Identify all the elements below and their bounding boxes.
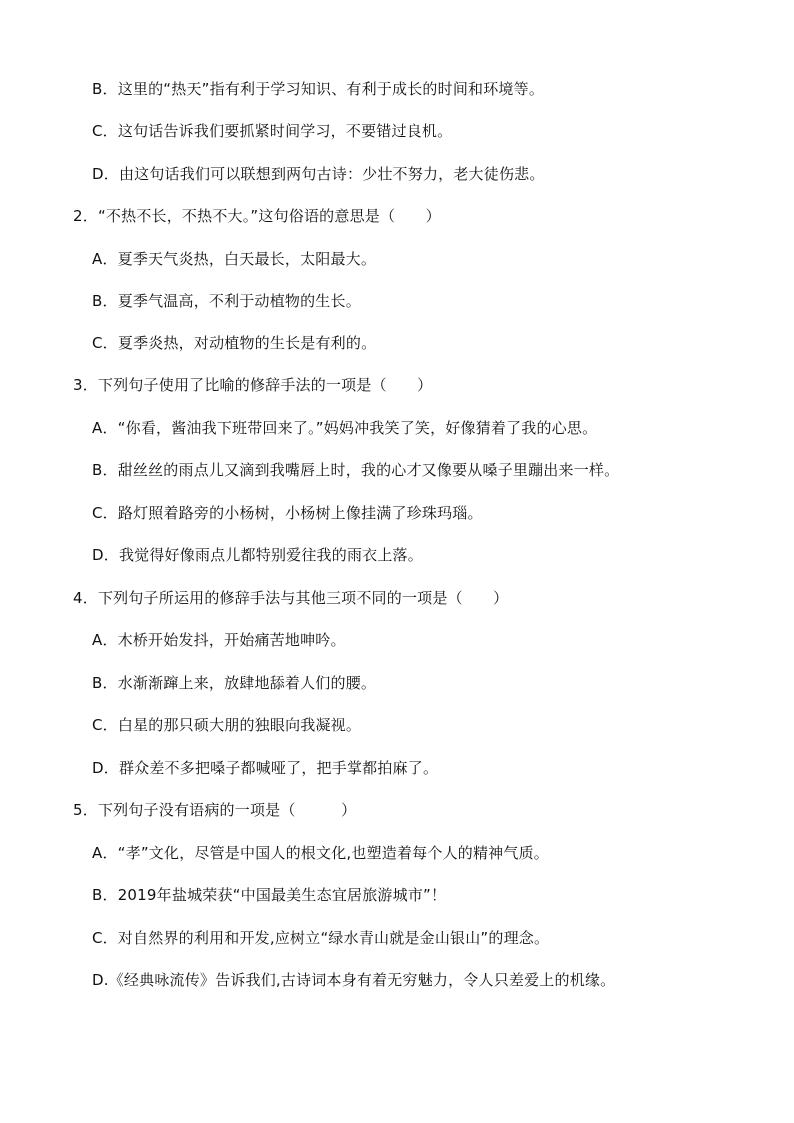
question-line: 3．下列句子使用了比喻的修辞手法的一项是（ ） [73, 376, 433, 394]
option-line: B．这里的“热天”指有利于学习知识、有利于成长的时间和环境等。 [92, 80, 545, 98]
option-line: A．木桥开始发抖，开始痛苦地呻吟。 [92, 631, 346, 649]
option-line: B．夏季气温高，不利于动植物的生长。 [92, 292, 361, 310]
question-line: 4．下列句子所运用的修辞手法与其他三项不同的一项是（ ） [73, 589, 509, 607]
option-line: A．“孝”文化，尽管是中国人的根文化,也塑造着每个人的精神气质。 [92, 844, 549, 862]
option-line: B．甜丝丝的雨点儿又滴到我嘴唇上时，我的心才又像要从嗓子里蹦出来一样。 [92, 461, 620, 479]
option-line: A．“你看，酱油我下班带回来了。”妈妈冲我笑了笑，好像猜着了我的心思。 [92, 419, 598, 437]
option-line: C．路灯照着路旁的小杨树，小杨树上像挂满了珍珠玛瑙。 [92, 504, 483, 522]
option-line: D．群众差不多把嗓子都喊哑了，把手掌都拍麻了。 [92, 759, 439, 777]
option-line: A．夏季天气炎热，白天最长，太阳最大。 [92, 250, 377, 268]
option-line: C．对自然界的利用和开发,应树立“绿水青山就是金山银山”的理念。 [92, 929, 550, 947]
option-line: D．我觉得好像雨点儿都特别爱往我的雨衣上落。 [92, 546, 423, 564]
option-line: D.《经典咏流传》告诉我们,古诗词本身有着无穷魅力，令人只差爱上的机缘。 [92, 971, 616, 989]
question-line: 5．下列句子没有语病的一项是（ ） [73, 801, 357, 819]
option-line: C．白星的那只硕大朋的独眼向我凝视。 [92, 716, 362, 734]
option-line: D．由这句话我们可以联想到两句古诗：少壮不努力，老大徒伤悲。 [92, 165, 545, 183]
option-line: C．这句话告诉我们要抓紧时间学习，不要错过良机。 [92, 122, 453, 140]
option-line: B．水渐渐蹿上来，放肆地舔着人们的腰。 [92, 674, 377, 692]
option-line: C．夏季炎热，对动植物的生长是有利的。 [92, 334, 377, 352]
option-line: B．2019年盐城荣获“中国最美生态宜居旅游城市”！ [92, 886, 447, 904]
question-line: 2．“不热不长，不热不大。”这句俗语的意思是（ ） [73, 207, 441, 225]
